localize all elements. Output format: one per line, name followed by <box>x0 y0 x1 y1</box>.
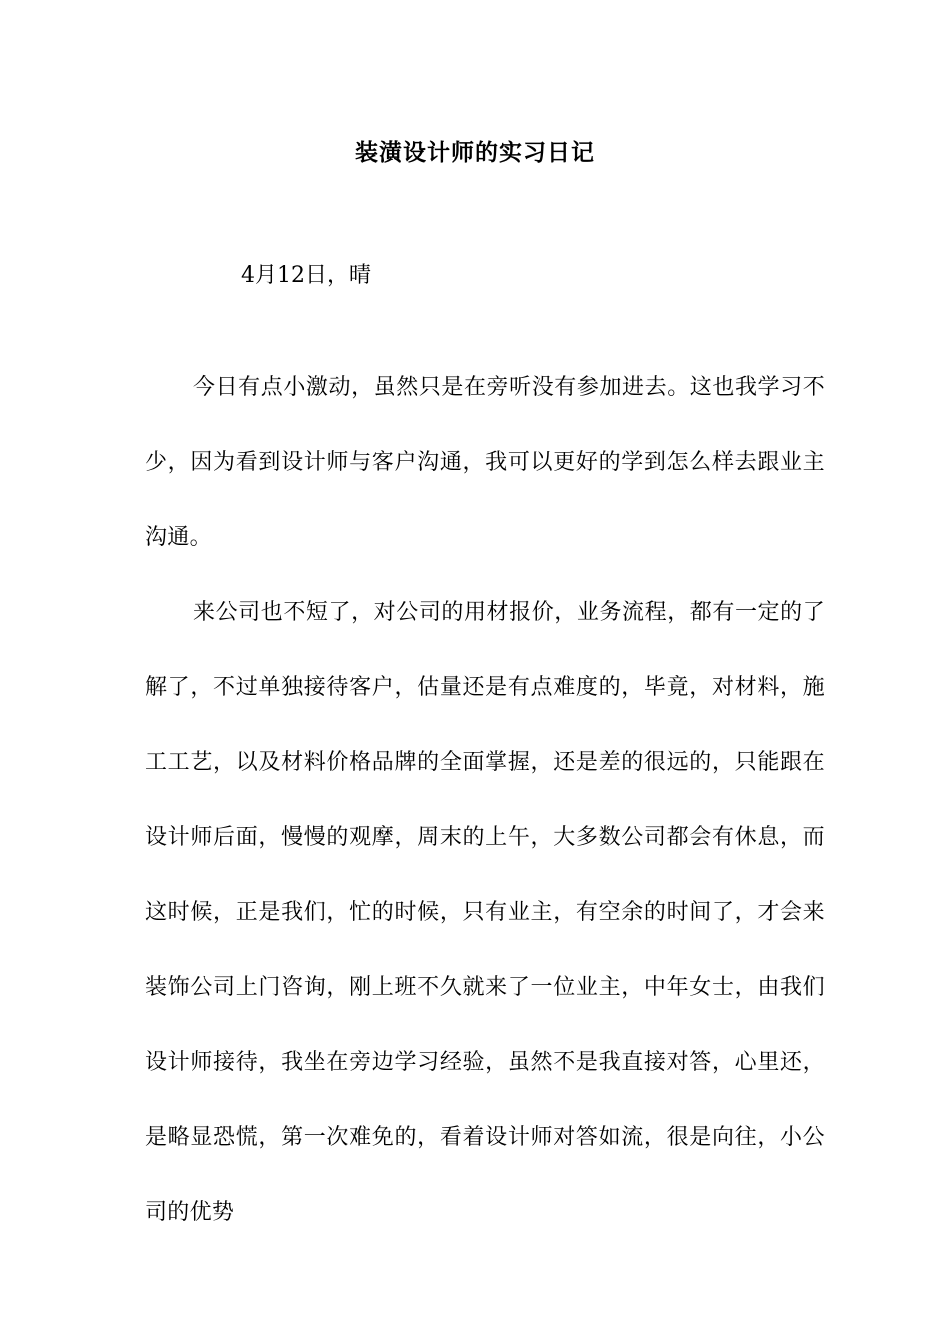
document-body <box>145 260 825 1250</box>
paragraph-2: 来公司也不短了，对公司的用材报价，业务流程，都有一定的了解了，不过单独接待客户，估量还是有点难度的，毕竟，对材料，施工工艺，以及材料价格品牌的全面掌握，还是差的很远的，只能跟在设计师后面，慢慢的观摩，周末的上午，大多数公司都会有休息，而这时候，正是我们，忙的时候，只有业主，有空余的时间了，才会来装饰公司上门咨询，刚上班不久就来了一位业主，中年女士，由我们设计师接待，我坐在旁边学习经验，虽然不是我直接对答，心里还，是略显恐慌，第一次难免的，看着设计师对答如流，很是向往，小公司的优势 <box>145 600 825 1225</box>
document-title: 装潢设计师的实习日记 <box>355 140 595 166</box>
paragraph-1: 今日有点小激动，虽然只是在旁听没有参加进去。这也我学习不少，因为看到设计师与客户沟通，我可以更好的学到怎么样去跟业主沟通。 <box>145 375 825 550</box>
diary-date-line: 4月12日，晴 <box>241 263 371 288</box>
